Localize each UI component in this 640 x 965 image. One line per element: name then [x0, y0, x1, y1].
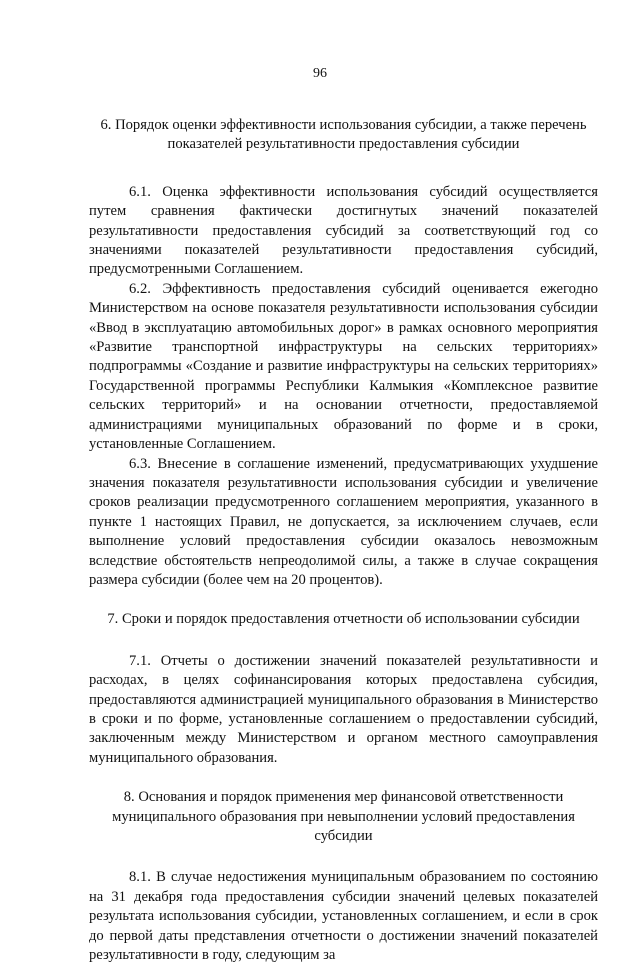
paragraph-6-3: 6.3. Внесение в соглашение изменений, предусматривающих ухудшение значения показателя результативности использования субсидии и увеличение сроков реализации предусмотренного соглашением мероприятия, указанного в пункте 1 настоящих Правил, не допускается, за исключением случаев, если выполнение условий предоставления субсидии оказалось невозможным вследствие обстоятельств непреодолимой силы, а также в случае сокращения размера субсидии (более чем на 20 процентов).: [89, 455, 598, 588]
paragraph-8-1: 8.1. В случае недостижения муниципальным образованием по состоянию на 31 декабря года предоставления субсидии значений целевых показателей результата использования субсидии, установленных соглашением, и если в срок до первой даты представления отчетности о достижении значений показателей результативности в году, следующим за: [89, 869, 598, 964]
section-8-heading: 8. Основания и порядок применения мер финансовой ответственности муниципального образования при невыполнении условий предоставления субсидии: [112, 789, 575, 844]
paragraph-6-2: 6.2. Эффективность предоставления субсидий оценивается ежегодно Министерством на основе показателя результативности использования субсидии «Ввод в эксплуатацию автомобильных дорог» в рамках основного мероприятия «Развитие транспортной инфраструктуры на сельских территориях» подпрограммы «Создание и развитие инфраструктуры на сельских территориях» Государственной программы Республики Калмыкия «Комплексное развитие сельских территорий» и на основании отчетности, предоставляемой администрациями муниципальных образований по форме и в сроки, установленные Соглашением.: [89, 280, 598, 453]
paragraph-6-1: 6.1. Оценка эффективности использования субсидий осуществляется путем сравнения фактически достигнутых значений показателей результативности предоставления субсидий за соответствующий год со значениями показателей результативности предоставления субсидий, предусмотренными Соглашением.: [89, 183, 598, 278]
page-number: 96: [313, 66, 327, 81]
document-body: [89, 116, 598, 965]
section-6-heading: 6. Порядок оценки эффективности использования субсидии, а также перечень показателей результативности предоставления субсидии: [100, 117, 587, 153]
section-7-heading: 7. Сроки и порядок предоставления отчетности об использовании субсидии: [107, 611, 580, 628]
paragraph-7-1: 7.1. Отчеты о достижении значений показателей результативности и расходах, в целях софинансирования которых предоставлена субсидия, предоставляются администрацией муниципального образования в Министерство в сроки и по форме, установленные соглашением о предоставлении субсидий, заключенным между Министерством и органом местного самоуправления муниципального образования.: [89, 652, 598, 766]
